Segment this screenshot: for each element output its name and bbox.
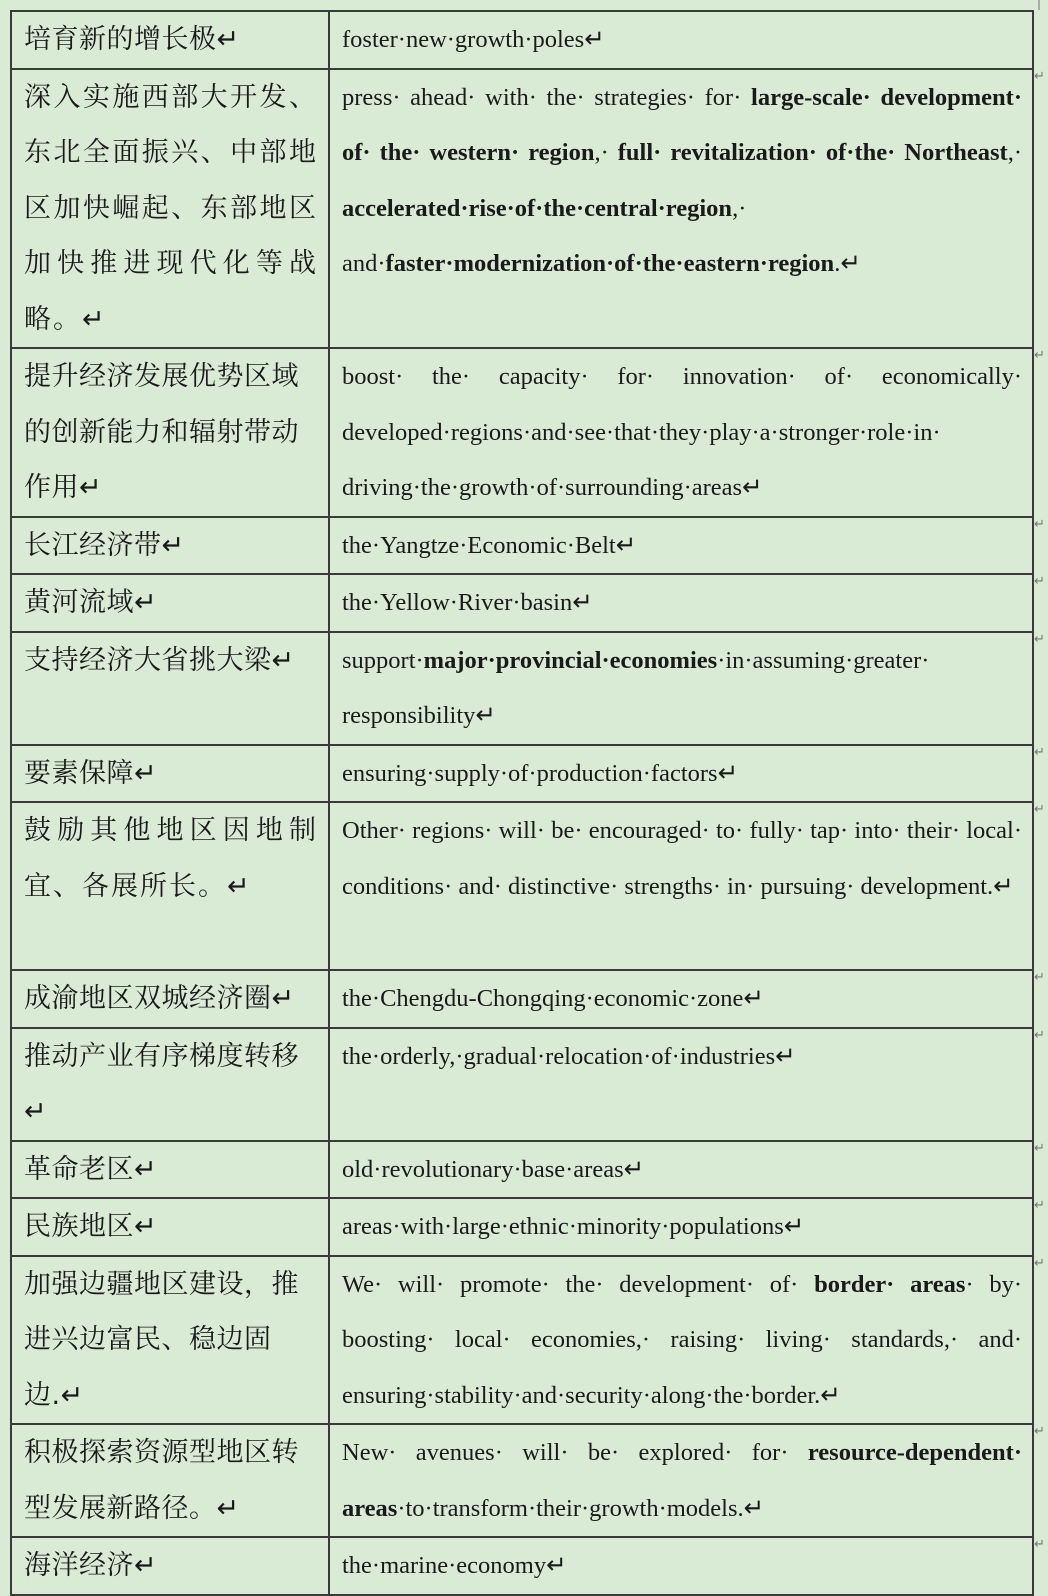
english-translation: [329, 574, 1033, 632]
bold-term: major·provincial·economies: [423, 646, 718, 674]
table-row: [11, 1537, 1033, 1595]
translation-text: .↵: [834, 250, 861, 277]
translation-text: the·Chengdu-Chongqing·economic·zone↵: [342, 985, 764, 1012]
page-edge-marker: [1038, 0, 1040, 10]
end-of-row-marker: ↵: [1034, 348, 1045, 363]
chinese-term: 民族地区↵: [11, 1198, 329, 1256]
chinese-term: 要素保障↵: [11, 745, 329, 803]
end-of-row-marker: ↵: [1034, 1424, 1045, 1439]
translation-text: the·Yangtze·Economic·Belt↵: [342, 531, 637, 559]
table-row: [11, 745, 1033, 803]
english-translation: [329, 1537, 1033, 1595]
table-row: [11, 970, 1033, 1028]
chinese-term: 积极探索资源型地区转型发展新路径。↵: [11, 1424, 329, 1537]
english-translation: [329, 1198, 1033, 1256]
table-row: [11, 574, 1033, 632]
table-row: [11, 1028, 1033, 1141]
chinese-term: 革命老区↵: [11, 1141, 329, 1199]
translation-text: ·to·transform·their·growth·models.↵: [397, 1494, 765, 1522]
translation-text: the·Yellow·River·basin↵: [342, 589, 593, 616]
translation-text: old·revolutionary·base·areas↵: [342, 1155, 645, 1183]
translation-text: boost· the· capacity· for· innovation· of· economically· developed·regions·and·see·that·they·play·a·stronger·role·in· driving·the·growth·of·surrounding·areas↵: [342, 363, 1022, 501]
end-of-row-marker: ↵: [1034, 1198, 1045, 1213]
table-row: [11, 1198, 1033, 1256]
table-row: [11, 1424, 1033, 1537]
english-translation: [329, 1028, 1033, 1141]
bold-term: faster·modernization·of·the·eastern·region: [385, 250, 835, 277]
bold-term: full· revitalization· of·the· Northeast: [617, 139, 1008, 166]
table-row: [11, 1141, 1033, 1199]
bold-term: resource-dependent· areas: [342, 1439, 1022, 1522]
translation-text: New· avenues· will· be· explored· for·: [342, 1439, 808, 1466]
glossary-body: [11, 11, 1033, 1595]
table-row: [11, 69, 1033, 349]
translation-text: ,·: [594, 139, 618, 166]
end-of-row-marker: ↵: [1034, 745, 1045, 760]
glossary-table: [10, 10, 1034, 1596]
chinese-term: 鼓励其他地区因地制宜、各展所长。↵: [11, 802, 329, 970]
translation-text: the·marine·economy↵: [342, 1552, 567, 1579]
bold-term: border· areas: [814, 1270, 966, 1298]
bold-term: accelerated·rise·of·the·central·region: [342, 194, 733, 222]
english-translation: [329, 632, 1033, 745]
translation-text: support·: [342, 646, 424, 674]
translation-text: We· will· promote· the· development· of·: [342, 1270, 815, 1298]
english-translation: [329, 1256, 1033, 1425]
end-of-row-marker: ↵: [1034, 574, 1045, 589]
translation-text: Other· regions· will· be· encouraged· to· fully· tap· into· their· local· conditions· and· distinctive· strengths· in· pursuing· development.↵: [342, 817, 1022, 900]
english-translation: [329, 1424, 1033, 1537]
chinese-term: 深入实施西部大开发、东北全面振兴、中部地区加快崛起、东部地区加快推进现代化等战略。↵: [11, 69, 329, 349]
table-row: [11, 348, 1033, 517]
end-of-row-marker: ↵: [1034, 1256, 1045, 1271]
chinese-term: 黄河流域↵: [11, 574, 329, 632]
chinese-term: 培育新的增长极↵: [11, 11, 329, 69]
english-translation: [329, 11, 1033, 69]
bold-term: large-scale· development· of· the· western· region: [342, 83, 1022, 166]
english-translation: [329, 69, 1033, 349]
translation-text: ·in·assuming·greater· responsibility↵: [342, 646, 930, 729]
translation-text: the·orderly,·gradual·relocation·of·industries↵: [342, 1042, 796, 1070]
chinese-term: 海洋经济↵: [11, 1537, 329, 1595]
translation-text: press· ahead· with· the· strategies· for·: [342, 83, 752, 111]
table-row: [11, 11, 1033, 69]
english-translation: [329, 517, 1033, 575]
table-row: [11, 517, 1033, 575]
end-of-row-marker: ↵: [1034, 970, 1045, 985]
english-translation: [329, 745, 1033, 803]
end-of-row-marker: ↵: [1034, 632, 1045, 647]
translation-text: ,·: [1007, 139, 1022, 166]
english-translation: [329, 970, 1033, 1028]
translation-text: · by· boosting· local· economies,· raising· living· standards,· and· ensuring·stability·and·security·along·the·border.↵: [342, 1270, 1022, 1409]
table-row: [11, 1256, 1033, 1425]
english-translation: [329, 348, 1033, 517]
english-translation: [329, 802, 1033, 970]
end-of-row-marker: ↵: [1034, 1028, 1045, 1043]
chinese-term: 成渝地区双城经济圈↵: [11, 970, 329, 1028]
translation-text: areas·with·large·ethnic·minority·populations↵: [342, 1213, 805, 1240]
end-of-row-marker: ↵: [1034, 1537, 1045, 1552]
chinese-term: 推动产业有序梯度转移↵: [11, 1028, 329, 1141]
english-translation: [329, 1141, 1033, 1199]
chinese-term: 提升经济发展优势区域的创新能力和辐射带动作用↵: [11, 348, 329, 517]
table-row: [11, 632, 1033, 745]
translation-text: foster·new·growth·poles↵: [342, 26, 605, 53]
chinese-term: 加强边疆地区建设，推进兴边富民、稳边固边.↵: [11, 1256, 329, 1425]
end-of-row-marker: ↵: [1034, 1141, 1045, 1156]
chinese-term: 长江经济带↵: [11, 517, 329, 575]
chinese-term: 支持经济大省挑大梁↵: [11, 632, 329, 745]
table-row: [11, 802, 1033, 970]
end-of-row-marker: ↵: [1034, 802, 1045, 817]
translation-text: ,· and·: [342, 194, 747, 277]
end-of-row-marker: ↵: [1034, 517, 1045, 532]
end-of-row-marker: ↵: [1034, 69, 1045, 84]
translation-text: ensuring·supply·of·production·factors↵: [342, 759, 739, 787]
